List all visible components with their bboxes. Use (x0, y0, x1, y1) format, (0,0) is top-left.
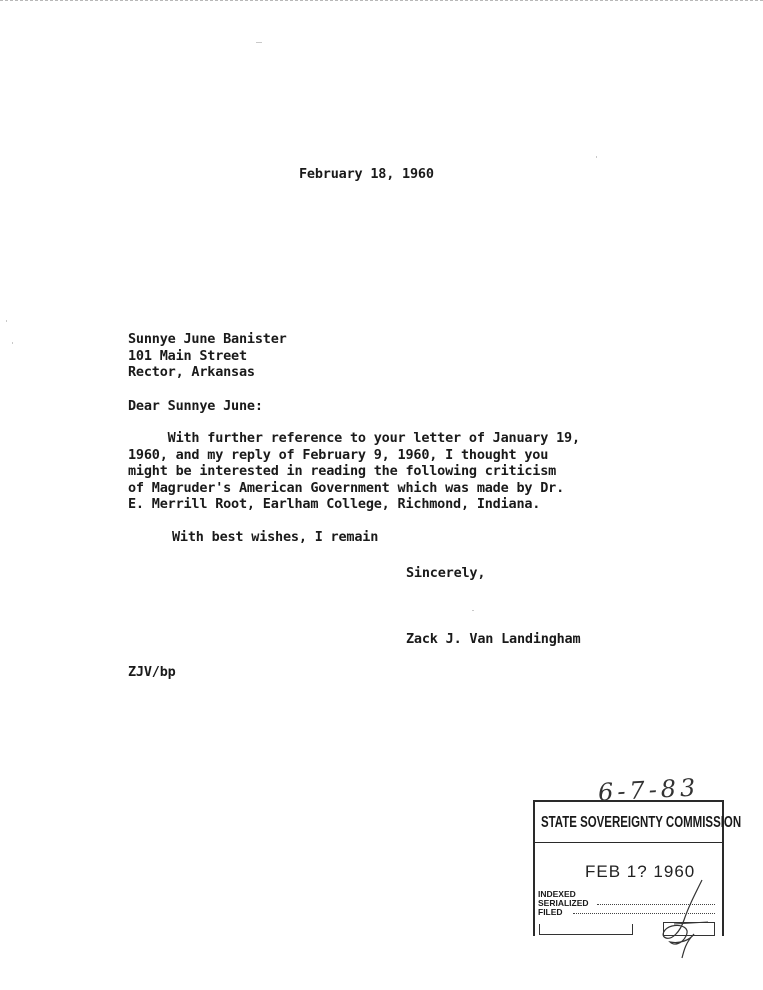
stamp-label-indexed: INDEXED (538, 889, 576, 899)
stamp-label-serialized: SERIALIZED (538, 898, 589, 908)
recipient-city: Rector, Arkansas (128, 364, 255, 380)
handwritten-date: 6-7-83 (597, 773, 700, 807)
sign-off: Sincerely, (406, 565, 486, 581)
scan-speck (6, 320, 7, 322)
recipient-name: Sunnye June Banister (128, 331, 287, 347)
scan-speck (12, 342, 13, 344)
stamp-box (539, 924, 633, 935)
page-top-border (0, 0, 763, 1)
letter-date: February 18, 1960 (299, 166, 434, 182)
handwritten-initials (650, 878, 710, 960)
stamp-title: STATE SOVEREIGNTY COMMISSION (541, 814, 742, 831)
salutation: Dear Sunnye June: (128, 398, 263, 414)
typist-initials: ZJV/bp (128, 664, 176, 680)
recipient-street: 101 Main Street (128, 347, 247, 364)
letter-body (128, 430, 580, 513)
body-line: E. Merrill Root, Earlham College, Richmond, Indiana. (128, 496, 541, 512)
closing-line: With best wishes, I remain (172, 529, 379, 545)
body-line: With further reference to your letter of January 19, (128, 430, 580, 446)
body-line: 1960, and my reply of February 9, 1960, I thought you (128, 446, 549, 463)
scan-speck (472, 610, 474, 611)
scan-speck (256, 42, 262, 43)
body-line: of Magruder's American Government which was made by Dr. (128, 479, 565, 496)
body-line: might be interested in reading the following criticism (128, 463, 557, 479)
signer-name: Zack J. Van Landingham (406, 631, 581, 647)
stamp-date: FEB 1? 1960 (585, 862, 696, 881)
stamp-label-filed: FILED (538, 907, 563, 917)
recipient-address (128, 331, 287, 381)
stamp-divider (535, 842, 722, 843)
scan-speck (596, 156, 597, 158)
